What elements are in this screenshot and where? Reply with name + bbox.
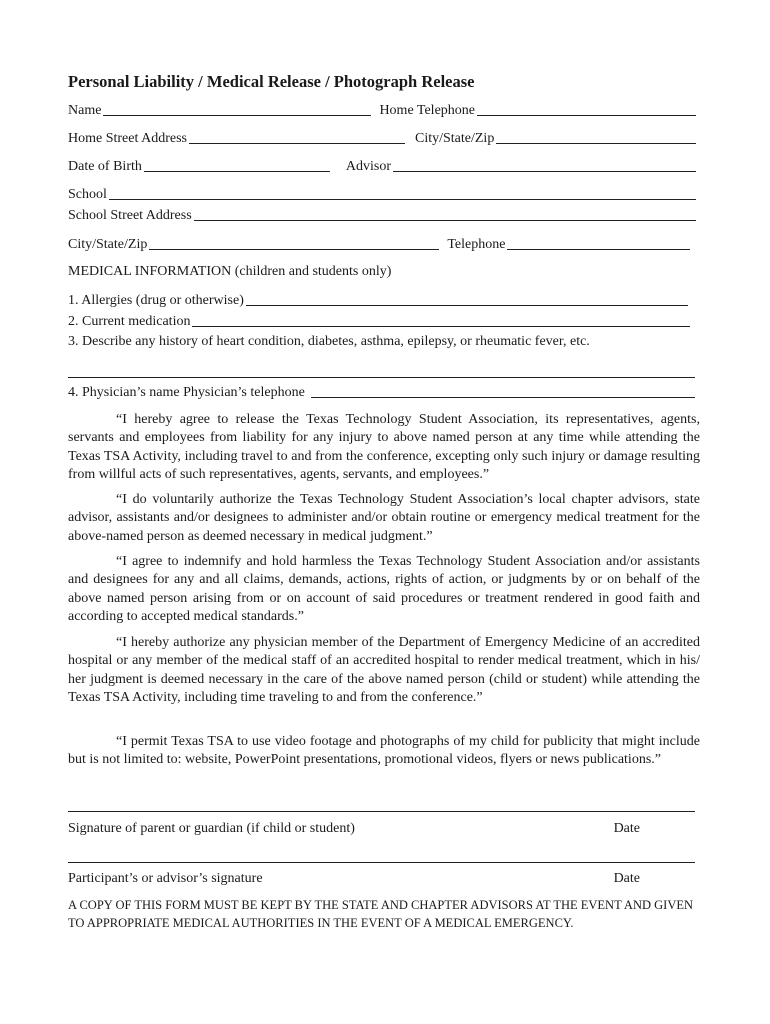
date-of-birth-field[interactable]	[144, 171, 330, 172]
participant-signature-field[interactable]	[68, 862, 695, 863]
school-label: School	[68, 187, 107, 202]
form-title: Personal Liability / Medical Release / Photograph Release	[68, 72, 475, 91]
physician-label: 4. Physician’s name Physician’s telephone	[68, 385, 305, 400]
school-street-address-field[interactable]	[194, 220, 696, 221]
parent-signature-label: Signature of parent or guardian (if child or student)	[68, 821, 355, 836]
school-row	[68, 185, 698, 203]
allergies-field[interactable]	[246, 305, 688, 306]
date-of-birth-label: Date of Birth	[68, 159, 142, 174]
name-row	[68, 101, 698, 119]
telephone-field[interactable]	[507, 249, 690, 250]
home-telephone-label: Home Telephone	[379, 103, 476, 118]
release-paragraph-medical-authorization: “I do voluntarily authorize the Texas Technology Student Association’s local chapter advisors, state advisor, assistants and/or designees to administer and/or obtain routine or emergency medical treatment for the above-named person as deemed necessary in medical judgment.”	[68, 492, 700, 544]
school-field[interactable]	[109, 199, 696, 200]
name-label: Name	[68, 103, 102, 118]
medical-heading: MEDICAL INFORMATION (children and students only)	[68, 264, 392, 279]
release-paragraph-indemnify: “I agree to indemnify and hold harmless the Texas Technology Student Association and/or assistants and designees for any and all claims, demands, actions, rights of action, or judgments by or on behalf of the above named person arising from or on account of said procedures or treatment rendered in good faith and according to accepted medical standards.”	[68, 554, 700, 625]
participant-date-label: Date	[613, 871, 640, 886]
home-street-address-label: Home Street Address	[68, 131, 187, 146]
copy-notice: A COPY OF THIS FORM MUST BE KEPT BY THE STATE AND CHAPTER ADVISORS AT THE EVENT AND GIVEN TO APPROPRIATE MEDICAL AUTHORITIES IN THE EVENT OF A MEDICAL EMERGENCY.	[68, 898, 694, 930]
current-medication-label: 2. Current medication	[68, 314, 191, 329]
allergies-row	[68, 291, 690, 309]
physician-field[interactable]	[311, 397, 695, 398]
current-medication-field[interactable]	[192, 326, 690, 327]
participant-signature-label: Participant’s or advisor’s signature	[68, 871, 263, 886]
dob-advisor-row	[68, 157, 698, 175]
advisor-label: Advisor	[345, 159, 391, 174]
parent-signature-row	[68, 821, 640, 837]
release-paragraph-photograph: “I permit Texas TSA to use video footage and photographs of my child for publicity that might include but is not limited to: website, PowerPoint presentations, promotional videos, flyers or news publications.”	[68, 734, 700, 768]
parent-date-label: Date	[613, 821, 640, 836]
release-paragraph-physician-authorization: “I hereby authorize any physician member of the Department of Emergency Medicine of an accredited hospital or any member of the medical staff of an accredited hospital to render medical treatment, which in his/ her judgment is deemed necessary in the care of the above named person (child or student) while attending the Texas TSA Activity, including time traveling to and from the conference.”	[68, 635, 700, 706]
school-address-row	[68, 206, 698, 224]
history-field[interactable]	[68, 377, 695, 378]
telephone-label: Telephone	[447, 237, 506, 252]
school-street-address-label: School Street Address	[68, 208, 192, 223]
advisor-field[interactable]	[393, 171, 696, 172]
participant-signature-row	[68, 871, 640, 887]
home-address-row	[68, 129, 698, 147]
city-state-zip-field[interactable]	[496, 143, 696, 144]
allergies-label: 1. Allergies (drug or otherwise)	[68, 293, 244, 308]
history-label: 3. Describe any history of heart condition, diabetes, asthma, epilepsy, or rheumatic fever, etc.	[68, 334, 590, 349]
physician-row	[68, 383, 697, 401]
home-street-address-field[interactable]	[189, 143, 405, 144]
city-state-zip-label: City/State/Zip	[414, 131, 495, 146]
school-city-row	[68, 235, 698, 253]
home-telephone-field[interactable]	[477, 115, 696, 116]
school-city-state-zip-label: City/State/Zip	[68, 237, 148, 252]
school-city-state-zip-field[interactable]	[149, 249, 439, 250]
parent-signature-field[interactable]	[68, 811, 695, 812]
medication-row	[68, 312, 692, 330]
name-field[interactable]	[103, 115, 371, 116]
release-paragraph-liability: “I hereby agree to release the Texas Technology Student Association, its representatives, agents, servants and employees from liability for any injury to above named person at any time while attending the Texas TSA Activity, including travel to and from the conference, excepting only such injury or damage resulting from willful acts of such representatives, agents, servants, and employees.”	[68, 412, 700, 483]
